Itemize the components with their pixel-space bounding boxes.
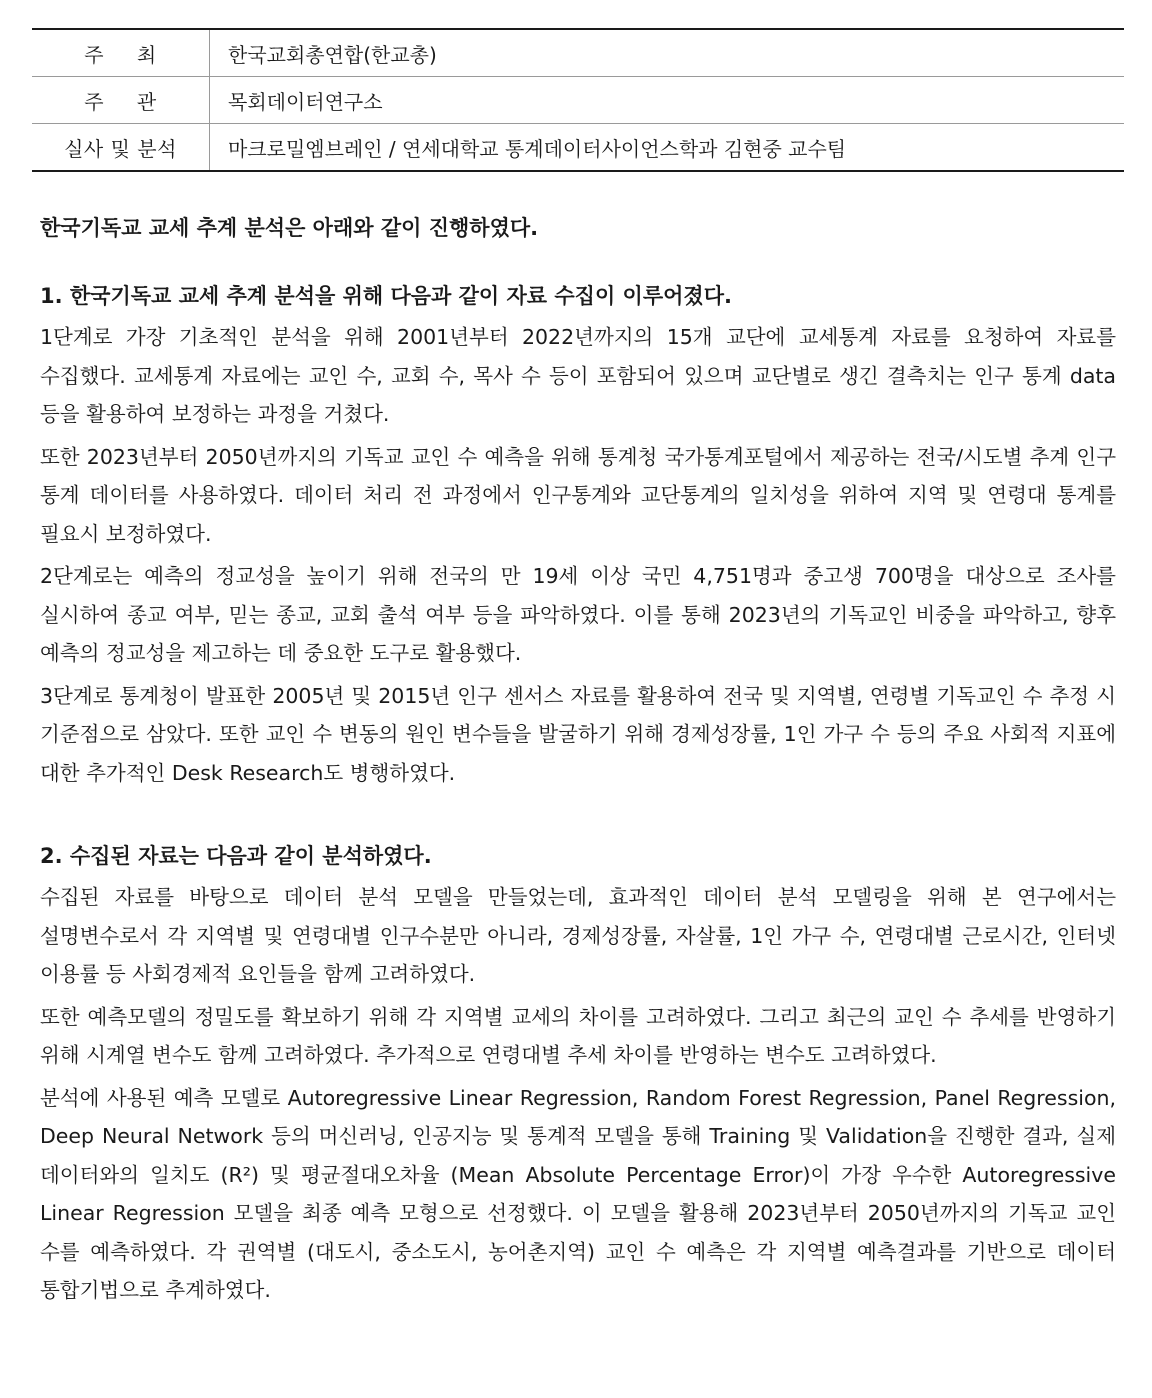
info-table	[32, 28, 1124, 172]
section-1-title: 1. 한국기독교 교세 추계 분석을 위해 다음과 같이 자료 수집이 이루어졌다.	[40, 284, 732, 308]
info-value-analysis: 마크로밀엠브레인 / 연세대학교 통계데이터사이언스학과 김현중 교수팀	[228, 136, 847, 161]
section-1-paragraph: 2단계로는 예측의 정교성을 높이기 위해 전국의 만 19세 이상 국민 4,751명과 중고생 700명을 대상으로 조사를 실시하여 종교 여부, 믿는 종교, 교회 출석 여부 등을 파악하였다. 이를 통해 2023년의 기독교인 비중을 파악하고, 향후 예측의 정교성을 제고하는 데 중요한 도구로 활용했다.	[40, 564, 1116, 665]
section-2-paragraph: 분석에 사용된 예측 모델로 Autoregressive Linear Regression, Random Forest Regression, Panel Regression, Deep Neural Network 등의 머신러닝, 인공지능 및 통계적 모델을 통해 Training 및 Validation을 진행한 결과, 실제 데이터와의 일치도 (R²) 및 평균절대오차율 (Mean Absolute Percentage Error)이 가장 우수한 Autoregressive Linear Regression 모델을 최종 예측 모형으로 선정했다. 이 모델을 활용해 2023년부터 2050년까지의 기독교 교인 수를 예측하였다. 각 권역별 (대도시, 중소도시, 농어촌지역) 교인 수 예측은 각 지역별 예측결과를 기반으로 데이터 통합기법으로 추계하였다.	[40, 1085, 1116, 1302]
section-1-paragraph: 1단계로 가장 기초적인 분석을 위해 2001년부터 2022년까지의 15개 교단에 교세통계 자료를 요청하여 자료를 수집했다. 교세통계 자료에는 교인 수, 교회 수, 목사 수 등이 포함되어 있으며 교단별로 생긴 결측치는 인구 통계 data 등을 활용하여 보정하는 과정을 거쳤다.	[40, 325, 1116, 426]
section-2-paragraph: 또한 예측모델의 정밀도를 확보하기 위해 각 지역별 교세의 차이를 고려하였다. 그리고 최근의 교인 수 추세를 반영하기 위해 시계열 변수도 함께 고려하였다. 추가적으로 연령대별 추세 차이를 반영하는 변수도 고려하였다.	[40, 1004, 1116, 1067]
info-value-organizer: 목회데이터연구소	[210, 77, 1125, 124]
info-row-host	[32, 29, 1124, 77]
info-row-analysis	[32, 124, 1124, 172]
section-1-paragraph: 또한 2023년부터 2050년까지의 기독교 교인 수 예측을 위해 통계청 국가통계포털에서 제공하는 전국/시도별 추계 인구 통계 데이터를 사용하였다. 데이터 처리 전 과정에서 인구통계와 교단통계의 일치성을 위하여 지역 및 연령대 통계를 필요시 보정하였다.	[40, 444, 1116, 546]
document-body	[40, 214, 1116, 1314]
intro-heading: 한국기독교 교세 추계 분석은 아래와 같이 진행하였다.	[40, 216, 539, 240]
section-2-paragraph: 수집된 자료를 바탕으로 데이터 분석 모델을 만들었는데, 효과적인 데이터 분석 모델링을 위해 본 연구에서는 설명변수로서 각 지역별 및 연령대별 인구수분만 아니라, 경제성장률, 자살률, 1인 가구 수, 연령대별 근로시간, 인터넷 이용률 등 사회경제적 요인들을 함께 고려하였다.	[40, 885, 1116, 986]
info-row-organizer	[32, 77, 1124, 124]
info-value-host: 한국교회총연합(한교총)	[210, 29, 1125, 77]
section-1	[40, 282, 1116, 792]
section-1-paragraph: 3단계로 통계청이 발표한 2005년 및 2015년 인구 센서스 자료를 활용하여 전국 및 지역별, 연령별 기독교인 수 추정 시 기준점으로 삼았다. 또한 교인 수 변동의 원인 변수들을 발굴하기 위해 경제성장률, 1인 가구 수 등의 주요 사회적 지표에 대한 추가적인 Desk Research도 병행하였다.	[40, 683, 1116, 785]
info-label-organizer: 주 관	[32, 77, 210, 124]
section-2-title: 2. 수집된 자료는 다음과 같이 분석하였다.	[40, 844, 432, 868]
info-label-host: 주 최	[32, 29, 210, 77]
info-label-analysis: 실사 및 분석	[32, 124, 210, 172]
section-2	[40, 842, 1116, 1310]
